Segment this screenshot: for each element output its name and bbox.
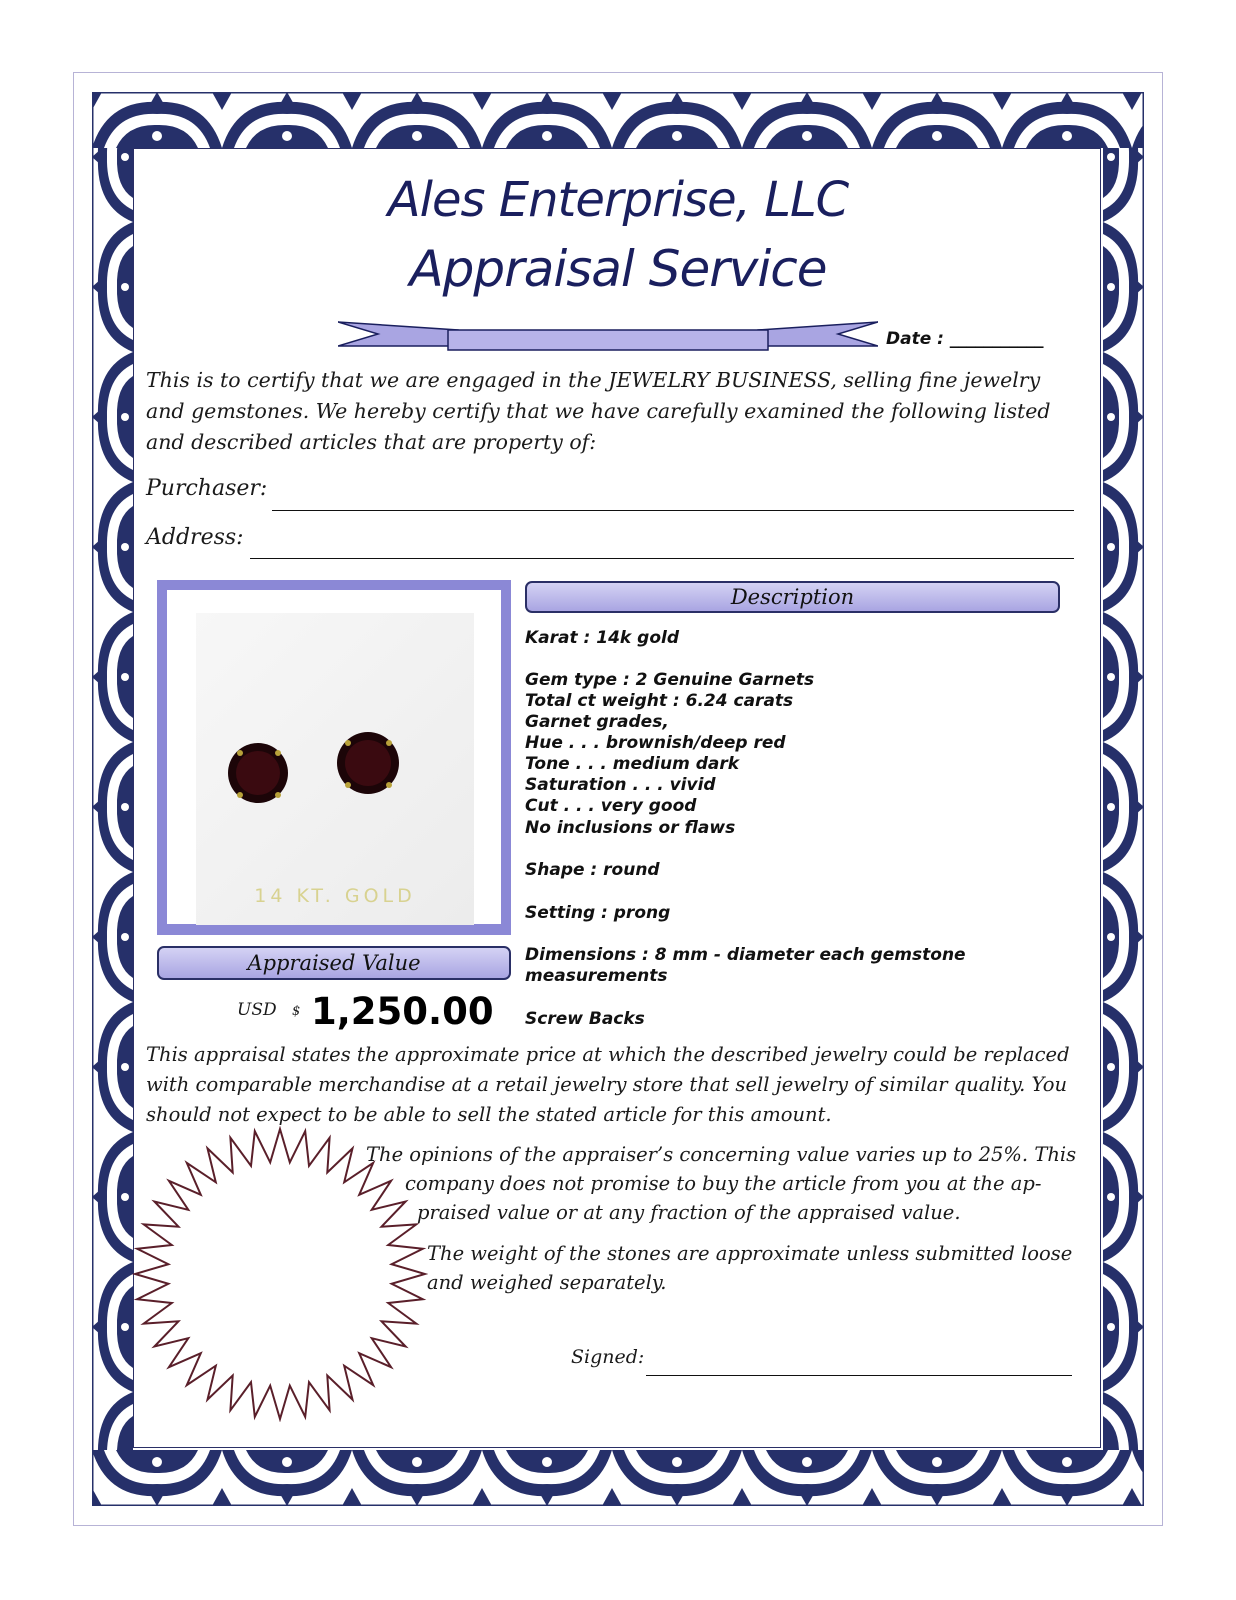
- service-title: Appraisal Service: [409, 240, 827, 298]
- address-label: Address:: [146, 525, 244, 550]
- description-heading: Description: [525, 581, 1060, 613]
- weight-line-1: The weight of the stones are approximate unless submitted loose: [427, 1242, 1073, 1265]
- currency-symbol: $: [292, 1004, 301, 1019]
- appraised-amount: 1,250.00: [311, 990, 494, 1033]
- earring-card: [196, 613, 474, 925]
- opinion-line-2: company does not promise to buy the article from you at the ap-: [405, 1172, 1042, 1195]
- spec-hue: Hue . . . brownish/deep red: [525, 733, 786, 753]
- certification-line-1: This is to certify that we are engaged in the JEWELRY BUSINESS, selling fine jewelry: [146, 368, 1041, 392]
- signature-line[interactable]: [646, 1375, 1072, 1376]
- spec-inclusions: No inclusions or flaws: [525, 818, 736, 838]
- spec-dimensions: Dimensions : 8 mm - diameter each gemstone: [525, 945, 966, 965]
- spec-grades: Garnet grades,: [525, 712, 669, 732]
- product-photo: [167, 590, 501, 924]
- signed-label: Signed:: [571, 1346, 645, 1368]
- spec-gem-type: Gem type : 2 Genuine Garnets: [525, 670, 815, 690]
- ribbon-banner: [338, 316, 878, 356]
- spec-total-weight: Total ct weight : 6.24 carats: [525, 691, 794, 711]
- appraised-value-heading: Appraised Value: [157, 946, 511, 980]
- spec-karat: Karat : 14k gold: [525, 628, 679, 648]
- opinion-line-3: praised value or at any fraction of the appraised value.: [417, 1201, 961, 1224]
- product-photo-frame: [157, 580, 511, 935]
- currency-label: USD: [237, 1000, 277, 1020]
- purchaser-line[interactable]: [272, 510, 1074, 511]
- certification-line-3: and described articles that are property of:: [146, 430, 597, 454]
- weight-line-2: and weighed separately.: [427, 1271, 667, 1294]
- disclaimer-line-3: should not expect to be able to sell the stated article for this amount.: [146, 1103, 832, 1126]
- seal-outline: [135, 1129, 425, 1419]
- purchaser-label: Purchaser:: [146, 476, 268, 501]
- disclaimer-line-1: This appraisal states the approximate price at which the described jewelry could be replaced: [146, 1043, 1070, 1066]
- disclaimer-line-2: with comparable merchandise at a retail jewelry store that sell jewelry of similar quality. You: [146, 1073, 1068, 1096]
- company-name: Ales Enterprise, LLC: [387, 172, 849, 228]
- spec-tone: Tone . . . medium dark: [525, 754, 740, 774]
- address-line[interactable]: [250, 558, 1074, 559]
- spec-cut: Cut . . . very good: [525, 796, 697, 816]
- certification-line-2: and gemstones. We hereby certify that we have carefully examined the following listed: [146, 399, 1051, 423]
- spec-setting: Setting : prong: [525, 903, 671, 923]
- garnet-earrings-icon: [196, 613, 474, 925]
- spec-backs: Screw Backs: [525, 1009, 645, 1029]
- seal-starburst-icon: [132, 1126, 428, 1422]
- date-label: Date : ___________: [886, 329, 1044, 349]
- spec-dimensions-cont: measurements: [525, 966, 668, 986]
- spec-shape: Shape : round: [525, 860, 660, 880]
- opinion-line-1: The opinions of the appraiser’s concerning value varies up to 25%. This: [366, 1143, 1077, 1166]
- spec-saturation: Saturation . . . vivid: [525, 775, 716, 795]
- card-stamp-text: 14 KT. GOLD: [254, 885, 416, 907]
